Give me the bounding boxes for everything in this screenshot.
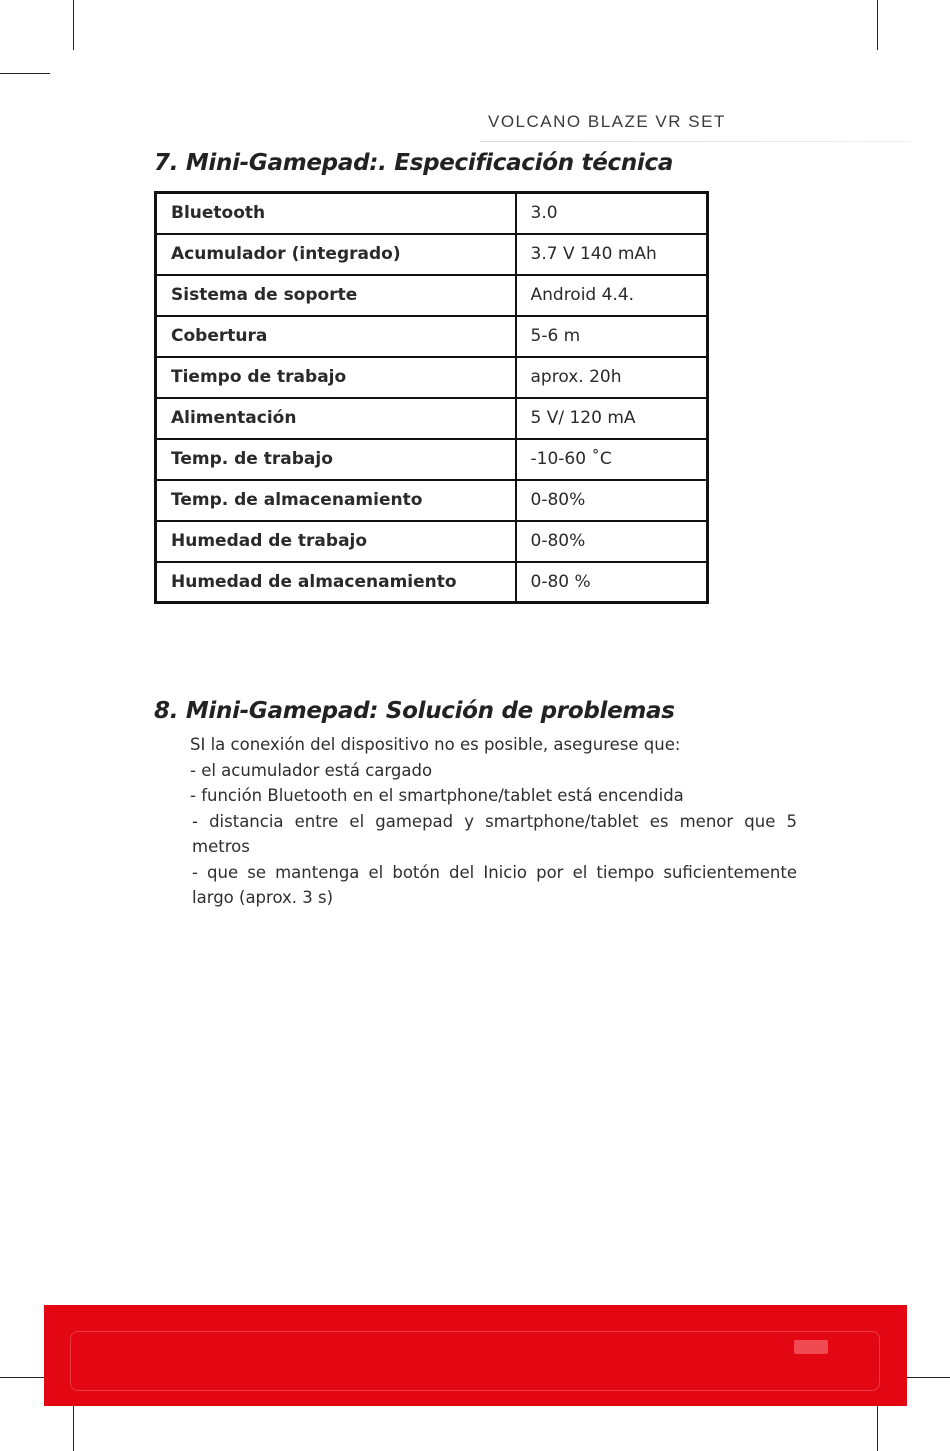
spec-value: 0-80% (516, 480, 708, 521)
crop-mark-bottom-right-vertical (877, 1401, 878, 1451)
spec-row (156, 439, 708, 480)
spec-label: Acumulador (integrado) (156, 234, 516, 275)
spec-row (156, 521, 708, 562)
crop-mark-bottom-left-horizontal (0, 1377, 50, 1378)
crop-mark-top-left-horizontal (0, 73, 50, 74)
spec-value: 0-80% (516, 521, 708, 562)
troubleshooting-item: - el acumulador está cargado (190, 760, 433, 780)
spec-row (156, 193, 708, 234)
footer-tab (794, 1340, 828, 1354)
spec-row (156, 275, 708, 316)
crop-mark-bottom-right-horizontal (900, 1377, 950, 1378)
spec-row (156, 357, 708, 398)
spec-value: 5 V/ 120 mA (516, 398, 708, 439)
spec-label: Bluetooth (156, 193, 516, 234)
spec-label: Sistema de soporte (156, 275, 516, 316)
spec-value: 5-6 m (516, 316, 708, 357)
troubleshooting-item: - distancia entre el gamepad y smartphone/tablet es menor que 5 metros (192, 811, 797, 856)
spec-label: Tiempo de trabajo (156, 357, 516, 398)
spec-value: -10-60 ˚C (516, 439, 708, 480)
crop-mark-top-left-vertical (73, 0, 74, 50)
footer-inner-frame (70, 1331, 880, 1391)
spec-row (156, 316, 708, 357)
spec-row (156, 562, 708, 603)
troubleshooting-intro: SI la conexión del dispositivo no es posible, asegurese que: (190, 735, 681, 754)
troubleshooting-item: - función Bluetooth en el smartphone/tablet está encendida (190, 786, 684, 805)
section-8-title: 8. Mini-Gamepad: Solución de problemas (154, 698, 675, 724)
spec-row (156, 480, 708, 521)
spec-row (156, 234, 708, 275)
spec-row (156, 398, 708, 439)
spec-label: Humedad de trabajo (156, 521, 516, 562)
troubleshooting-text (154, 732, 797, 911)
spec-label: Temp. de almacenamiento (156, 480, 516, 521)
spec-value: Android 4.4. (516, 275, 708, 316)
spec-value: 0-80 % (516, 562, 708, 603)
section-7-title: 7. Mini-Gamepad:. Especificación técnica (154, 150, 674, 176)
spec-label: Cobertura (156, 316, 516, 357)
running-header: VOLCANO BLAZE VR SET (488, 112, 726, 131)
spec-value: 3.7 V 140 mAh (516, 234, 708, 275)
troubleshooting-item: - que se mantenga el botón del Inicio por el tiempo suficientemente largo (aprox. 3 s) (192, 862, 797, 907)
spec-label: Humedad de almacenamiento (156, 562, 516, 603)
spec-value: aprox. 20h (516, 357, 708, 398)
spec-table (154, 191, 709, 604)
crop-mark-bottom-left-vertical (73, 1401, 74, 1451)
spec-label: Alimentación (156, 398, 516, 439)
spec-value: 3.0 (516, 193, 708, 234)
spec-label: Temp. de trabajo (156, 439, 516, 480)
header-rule (480, 141, 910, 142)
crop-mark-top-right-vertical (877, 0, 878, 50)
